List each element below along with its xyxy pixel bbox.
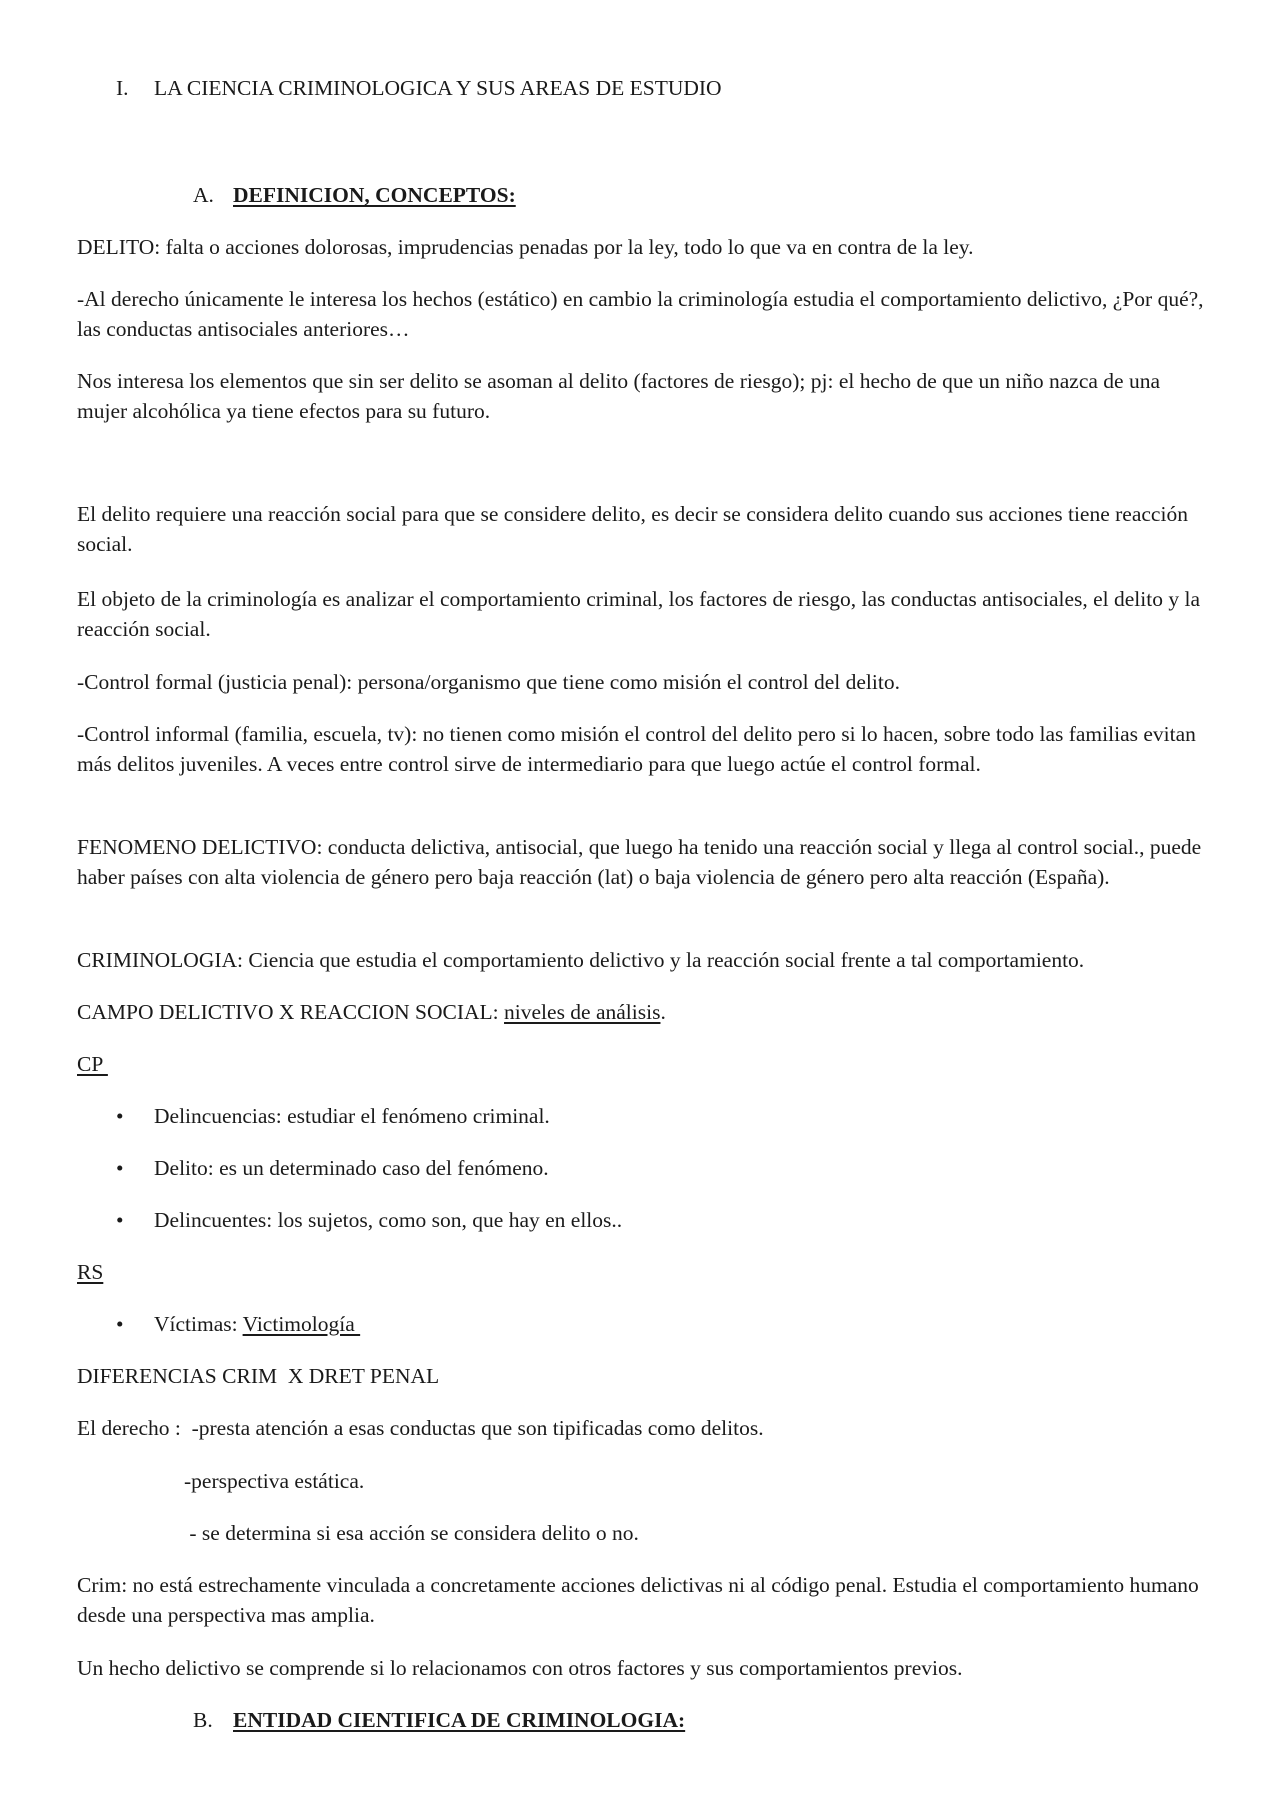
paragraph-el-derecho: El derecho : -presta atención a esas conductas que son tipificadas como delitos. [77,1416,764,1440]
section-b-heading [0,1705,1280,1735]
paragraph-crim: Crim: no está estrechamente vinculada a concretamente acciones delictivas ni al código penal. Estudia el comportamiento humano desde una perspectiva mas amplia. [77,1573,1199,1627]
paragraph-control-informal: -Control informal (familia, escuela, tv): no tienen como misión el control del delito pero si lo hacen, sobre todo las familias evitan más delitos juveniles. A veces entre control sirve de intermediario para que luego actúe el control formal. [77,722,1196,776]
chapter-number: I. [116,76,129,100]
paragraph-delito: DELITO: falta o acciones dolorosas, imprudencias penadas por la ley, todo lo que va en contra de la ley. [77,235,974,259]
bullet-icon: • [116,1312,124,1336]
campo-suffix: . [660,1000,666,1024]
list-item-text: Delincuencias: estudiar el fenómeno criminal. [154,1104,550,1128]
list-item-text: Delincuentes: los sujetos, como son, que hay en ellos.. [154,1208,623,1232]
list-item-text: Delito: es un determinado caso del fenómeno. [154,1156,549,1180]
rs-label: RS [77,1260,104,1284]
paragraph-hecho: Un hecho delictivo se comprende si lo relacionamos con otros factores y sus comportamientos previos. [77,1656,963,1680]
section-a-letter: A. [193,183,214,207]
bullet-icon: • [116,1208,124,1232]
paragraph-campo [77,997,1212,1027]
victimologia-link: Victimología [242,1312,361,1336]
list-item [0,1205,1280,1235]
bullet-icon: • [116,1156,124,1180]
list-item [0,1153,1280,1183]
paragraph-criminologia: CRIMINOLOGIA: Ciencia que estudia el comportamiento delictivo y la reacción social frente a tal comportamiento. [77,948,1085,972]
rs-list-item [0,1309,1280,1339]
chapter-heading [0,73,1280,103]
bullet-icon: • [116,1104,124,1128]
paragraph-fenomeno: FENOMENO DELICTIVO: conducta delictiva, antisocial, que luego ha tenido una reacción social y llega al control social., puede haber países con alta violencia de género pero baja reacción (lat) o baja violencia de género pero alta reacción (España). [77,835,1202,889]
section-a-heading [0,180,1280,210]
section-b-title: ENTIDAD CIENTIFICA DE CRIMINOLOGIA: [233,1708,686,1732]
paragraph-derecho: -Al derecho únicamente le interesa los hechos (estático) en cambio la criminología estudia el comportamiento delictivo, ¿Por qué?, las conductas antisociales anteriores… [77,287,1204,341]
paragraph-diferencias: DIFERENCIAS CRIM X DRET PENAL [77,1364,440,1388]
paragraph-objeto: El objeto de la criminología es analizar el comportamiento criminal, los factores de riesgo, las conductas antisociales, el delito y la reacción social. [77,587,1200,641]
paragraph-interesa: Nos interesa los elementos que sin ser delito se asoman al delito (factores de riesgo); pj: el hecho de que un niño nazca de una mujer alcohólica ya tiene efectos para su futuro. [77,369,1161,423]
paragraph-perspectiva: -perspectiva estática. [184,1469,365,1493]
list-item [0,1101,1280,1131]
section-a-title: DEFINICION, CONCEPTOS: [233,183,516,207]
campo-link: niveles de análisis [504,1000,661,1024]
cp-label: CP [77,1052,108,1076]
section-b-letter: B. [193,1708,213,1732]
list-item-text [154,1309,360,1339]
campo-prefix: CAMPO DELICTIVO X REACCION SOCIAL: [77,1000,505,1024]
paragraph-control-formal: -Control formal (justicia penal): persona/organismo que tiene como misión el control del delito. [77,670,900,694]
victimas-prefix: Víctimas: [154,1312,243,1336]
chapter-title: LA CIENCIA CRIMINOLOGICA Y SUS AREAS DE ESTUDIO [154,76,722,100]
paragraph-reaccion: El delito requiere una reacción social para que se considere delito, es decir se considera delito cuando sus acciones tiene reacción social. [77,502,1188,556]
paragraph-determina: - se determina si esa acción se considera delito o no. [184,1521,639,1545]
